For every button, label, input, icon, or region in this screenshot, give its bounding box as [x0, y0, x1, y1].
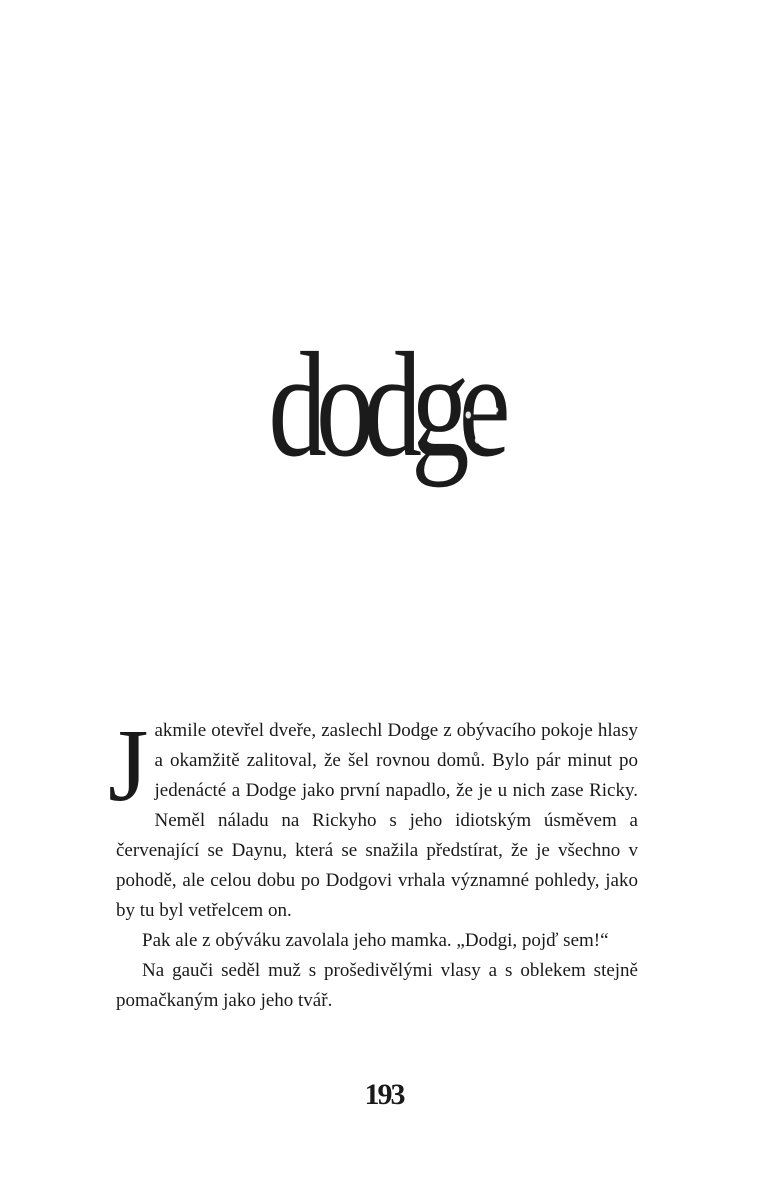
paragraph-2: Pak ale z obýváku zavolala jeho mamka. „Dodgi, pojď sem!“ — [142, 930, 609, 951]
page-number: 193 — [364, 1078, 404, 1111]
chapter-title — [84, 322, 683, 488]
body-text — [108, 708, 638, 1016]
chapter-title-text: dodge — [268, 322, 500, 488]
paragraph-1 — [108, 708, 638, 926]
paragraph-1-text: akmile otevřel dveře, zaslechl Dodge z obývacího pokoje hlasy a okamžitě zalitoval, že šel rovnou domů. Bylo pár minut po jedenácté a Dodge jako první napadlo, že je u nich zase Ricky. Neměl náladu na Rickyho s jeho idiotským úsměvem a červenající se Daynu, která se snažila předstírat, že je všechno v pohodě, ale celou dobu po Dodgovi vrhala významné pohledy, jako by tu byl vetřelcem on. — [116, 720, 638, 921]
paragraph-3: Na gauči seděl muž s prošedivělými vlasy a s oblekem stejně pomačkaným jako jeho tvář. — [116, 960, 638, 1011]
drop-cap: J — [108, 708, 149, 823]
